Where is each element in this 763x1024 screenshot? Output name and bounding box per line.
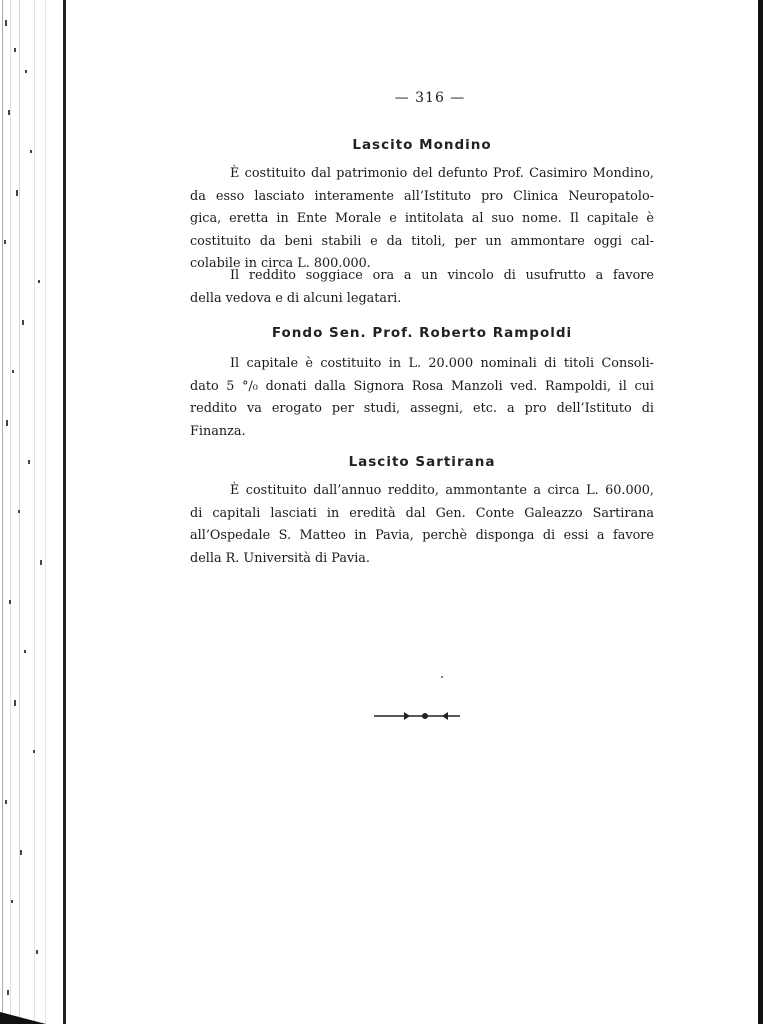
text-line: della vedova e di alcuni legatari. [190, 290, 402, 306]
text-line: È costituito dall’annuo reddito, ammontante a circa L. 60.000, [230, 483, 654, 498]
paragraph-sartirana [190, 480, 654, 570]
text-line: Finanza. [190, 423, 246, 439]
paragraph-rampoldi [190, 353, 654, 443]
text-line: Il reddito soggiace ora a un vincolo di usufrutto a favore [230, 268, 654, 283]
text-line: colabile in circa L. 800.000. [190, 256, 371, 271]
section-title-fondo-rampoldi: Fondo Sen. Prof. Roberto Rampoldi [271, 325, 573, 341]
text-line: all’Ospedale S. Matteo in Pavia, perchè disponga di essi a favore [190, 528, 654, 543]
binding-line [63, 0, 66, 1024]
ink-speck [441, 676, 443, 678]
text-line: È costituito dal patrimonio del defunto Prof. Casimiro Mondino, [230, 166, 654, 181]
text-line: gica, eretta in Ente Morale e intitolata al suo nome. Il capitale è [190, 211, 654, 226]
text-line: di capitali lasciati in eredità dal Gen. Conte Galeazzo Sartirana [190, 505, 654, 521]
text-line: reddito va erogato per studi, assegni, etc. a pro dell’Istituto di [190, 401, 654, 416]
text-line: dato 5 °/₀ donati dalla Signora Rosa Manzoli ved. Rampoldi, il cui [190, 378, 654, 394]
text-line: da esso lasciato interamente all’Istituto pro Clinica Neuropatolo- [190, 188, 654, 204]
text-line: costituito da beni stabili e da titoli, per un ammontare oggi cal- [190, 233, 654, 249]
section-title-lascito-sartirana: Lascito Sartirana [348, 454, 496, 470]
page-number: — 316 — [394, 90, 466, 106]
text-line: della R. Università di Pavia. [190, 550, 370, 566]
paragraph-mondino-1 [190, 163, 654, 276]
text-line: Il capitale è costituito in L. 20.000 nominali di titoli Consoli- [230, 356, 654, 371]
corner-mark [0, 1006, 46, 1024]
ornament-divider [372, 709, 462, 723]
right-page-edge [758, 0, 763, 1024]
scan-edge-noise [0, 0, 70, 1024]
section-title-lascito-mondino: Lascito Mondino [352, 137, 492, 153]
paragraph-mondino-2 [190, 265, 654, 310]
